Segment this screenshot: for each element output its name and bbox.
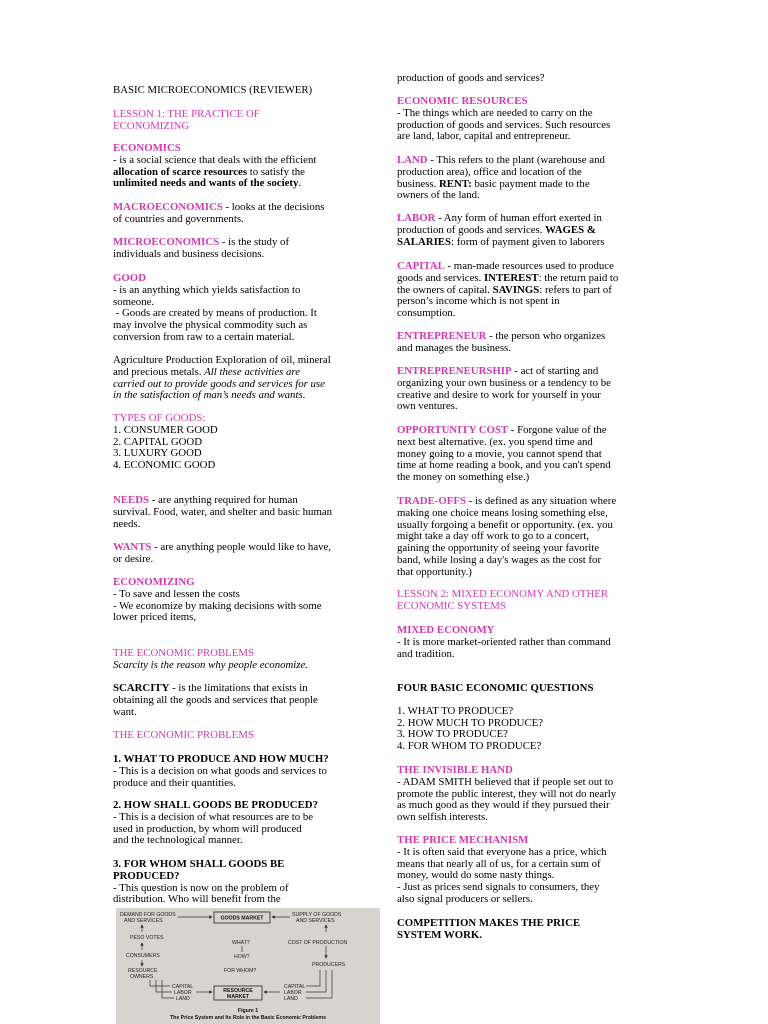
- capital-heading: CAPITAL: [397, 260, 445, 272]
- land-heading: LAND: [397, 154, 428, 166]
- lesson-1-heading: LESSON 1: THE PRACTICE OF ECONOMIZING: [113, 108, 260, 132]
- right-factor-capital: CAPITAL: [284, 984, 306, 990]
- four-basic-questions-heading: FOUR BASIC ECONOMIC QUESTIONS: [397, 682, 594, 694]
- scarcity-section: SCARCITY - is the limitations that exists in obtaining all the goods and services that people want.: [113, 682, 318, 718]
- right-factor-labor: LABOR: [284, 990, 302, 996]
- microeconomics-section: MICROECONOMICS - is the study of individuals and business decisions.: [113, 236, 290, 260]
- good-heading: GOOD: [113, 272, 146, 284]
- capital-section: CAPITAL - man-made resources used to produce goods and services. INTEREST: the return paid to the owners of capital. SAVINGS: refers to part of person’s income which is not spent in consumption.: [397, 260, 619, 320]
- supply-label-2: AND SERVICES: [296, 918, 335, 924]
- peso-votes-label: PESO VOTES: [130, 935, 164, 941]
- list-item: 4. ECONOMIC GOOD: [113, 459, 216, 472]
- good-section: GOOD - is an anything which yields satisfaction to someone. - Goods are created by means of production. It may involve the physical commodity such as conversion from raw to a certain material.: [113, 273, 371, 344]
- question-2-section: 2. HOW SHALL GOODS BE PRODUCED? - This is a decision of what resources are to be used in production, by whom will produced and the technological manner.: [113, 800, 371, 847]
- wants-section: WANTS - are anything people would like to have, or desire.: [113, 541, 331, 565]
- opportunity-cost-heading: OPPORTUNITY COST: [397, 424, 509, 436]
- price-mechanism-section: THE PRICE MECHANISM - It is often said that everyone has a price, which means that nearly all of us, for a certain sum of money, would do some nasty things. - Just as prices send signals to consumers, they also signal producers or sellers.: [397, 835, 655, 906]
- needs-section: NEEDS - are anything required for human survival. Food, water, and shelter and basic human needs.: [113, 494, 333, 530]
- document-title: BASIC MICROECONOMICS (REVIEWER): [113, 84, 313, 96]
- question-1-heading: 1. WHAT TO PRODUCE AND HOW MUCH?: [113, 753, 329, 765]
- list-item: 1. CONSUMER GOOD: [113, 423, 218, 436]
- four-basic-questions-section: [397, 683, 655, 753]
- economic-problems-heading: THE ECONOMIC PROBLEMS: [113, 647, 254, 659]
- goods-market-label: GOODS MARKET: [220, 915, 264, 922]
- land-section: LAND - This refers to the plant (warehouse and production area), office and location of the business. RENT: basic payment made to the owners of the land.: [397, 154, 605, 202]
- economizing-section: ECONOMIZING - To save and lessen the costs - We economize by making decisions with some lower priced items,: [113, 577, 371, 624]
- competition-statement: COMPETITION MAKES THE PRICE SYSTEM WORK.: [397, 917, 581, 941]
- trade-offs-heading: TRADE-OFFS: [397, 495, 466, 507]
- opportunity-cost-section: OPPORTUNITY COST - Forgone value of the next best alternative. (ex. you spend time and money going to a movie, you cannot spend that time at home reading a book, and you can't spend the money on something else.): [397, 424, 611, 484]
- list-item: 1. WHAT TO PRODUCE?: [397, 704, 514, 717]
- macroeconomics-heading: MACROECONOMICS: [113, 201, 223, 213]
- economizing-heading: ECONOMIZING: [113, 576, 195, 588]
- right-factor-land: LAND: [284, 996, 298, 1002]
- microeconomics-heading: MICROECONOMICS: [113, 236, 220, 248]
- connector: [306, 970, 332, 998]
- needs-heading: NEEDS: [113, 494, 150, 506]
- economic-problems-heading-2: THE ECONOMIC PROBLEMS: [113, 729, 254, 741]
- scarcity-heading: SCARCITY: [113, 682, 170, 694]
- mixed-economy-section: MIXED ECONOMY - It is more market-oriented rather than command and tradition.: [397, 625, 655, 660]
- flow-diagram: [116, 908, 380, 1024]
- types-of-goods-heading: TYPES OF GOODS:: [113, 412, 206, 424]
- price-system-figure: [116, 908, 380, 1024]
- types-of-goods-section: [113, 413, 371, 472]
- price-mechanism-heading: THE PRICE MECHANISM: [397, 834, 529, 846]
- figure-caption: The Price System and Its Role in the Basic Economic Problems: [170, 1015, 326, 1021]
- resource-owners-label-2: OWNERS: [130, 974, 154, 980]
- how-label: HOW?: [234, 954, 250, 960]
- labor-heading: LABOR: [397, 212, 436, 224]
- entrepreneur-heading: ENTREPRENEUR: [397, 330, 487, 342]
- left-factor-capital: CAPITAL: [172, 984, 194, 990]
- cost-label: COST OF PRODUCTION: [288, 940, 348, 946]
- economics-heading: ECONOMICS: [113, 142, 181, 154]
- list-item: 2. CAPITAL GOOD: [113, 435, 203, 448]
- left-factor-labor: LABOR: [174, 990, 192, 996]
- economic-resources-section: ECONOMIC RESOURCES - The things which are needed to carry on the production of goods and services. Such resources are land, labor, capital and entrepreneur.: [397, 96, 655, 143]
- resource-market-label-1: RESOURCE: [223, 988, 253, 994]
- agriculture-paragraph: Agriculture Production Exploration of oil, mineral and precious metals. All these activities are carried out to provide goods and services for use in the satisfaction of man’s needs and wants.: [113, 354, 331, 402]
- resource-owners-label-1: RESOURCE: [128, 968, 158, 974]
- resource-market-label-2: MARKET: [226, 994, 250, 1000]
- entrepreneurship-section: ENTREPRENEURSHIP - act of starting and organizing your own business or a tendency to be creative and desire to work for yourself in your own ventures.: [397, 365, 611, 413]
- left-factor-land: LAND: [176, 996, 190, 1002]
- entrepreneur-section: ENTREPRENEUR - the person who organizes and manages the business.: [397, 330, 606, 354]
- demand-label-2: AND SERVICES: [124, 918, 163, 924]
- figure-caption-title: Figure 1: [237, 1008, 259, 1014]
- question-3-section: 3. FOR WHOM SHALL GOODS BE PRODUCED? - This question is now on the problem of distribution. Who will benefit from the: [113, 859, 371, 906]
- economic-problems-intro: THE ECONOMIC PROBLEMS Scarcity is the reason why people economize.: [113, 648, 371, 672]
- question-2-heading: 2. HOW SHALL GOODS BE PRODUCED?: [113, 799, 318, 811]
- economic-resources-heading: ECONOMIC RESOURCES: [397, 95, 528, 107]
- connector: [150, 980, 174, 998]
- mixed-economy-heading: MIXED ECONOMY: [397, 624, 495, 636]
- labor-section: LABOR - Any form of human effort exerted in production of goods and services. WAGES & SALARIES: form of payment given to laborers: [397, 212, 605, 248]
- lesson-2-heading: LESSON 2: MIXED ECONOMY AND OTHER ECONOMIC SYSTEMS: [397, 588, 609, 612]
- entrepreneurship-heading: ENTREPRENEURSHIP: [397, 365, 512, 377]
- wants-heading: WANTS: [113, 541, 152, 553]
- supply-label-1: SUPPLY OF GOODS: [292, 912, 342, 918]
- list-item: 3. HOW TO PRODUCE?: [397, 728, 508, 741]
- producers-label: PRODUCERS: [312, 962, 346, 968]
- what-label: WHAT?: [232, 940, 250, 946]
- macroeconomics-section: MACROECONOMICS - looks at the decisions of countries and governments.: [113, 201, 325, 225]
- economics-section: ECONOMICS - is a social science that deals with the efficient allocation of scarce resources to satisfy the unlimited needs and wants of the society.: [113, 143, 371, 190]
- trade-offs-section: TRADE-OFFS - is defined as any situation where making one choice means losing something else, usually forgoing a benefit or opportunity. (ex. you might take a day off work to go to a concert, gaining the opportunity of seeing your favorite band, while losing a day's wages as the cost for that opportunity.): [397, 495, 617, 578]
- consumers-label: CONSUMERS: [126, 953, 160, 959]
- question-3-heading: 3. FOR WHOM SHALL GOODS BE: [113, 858, 285, 870]
- invisible-hand-heading: THE INVISIBLE HAND: [397, 764, 513, 776]
- question-1-section: 1. WHAT TO PRODUCE AND HOW MUCH? - This is a decision on what goods and services to produce and their quantities.: [113, 754, 371, 789]
- invisible-hand-section: THE INVISIBLE HAND - ADAM SMITH believed that if people set out to promote the public interest, they will not do nearly as much good as they would if they pursued their own selfish interests.: [397, 765, 655, 824]
- list-item: 4. FOR WHOM TO PRODUCE?: [397, 740, 542, 753]
- continued-line: production of goods and services?: [397, 72, 545, 84]
- demand-label-1: DEMAND FOR GOODS: [120, 912, 176, 918]
- list-item: 3. LUXURY GOOD: [113, 447, 202, 460]
- for-whom-label: FOR WHOM?: [224, 968, 257, 974]
- list-item: 2. HOW MUCH TO PRODUCE?: [397, 716, 544, 729]
